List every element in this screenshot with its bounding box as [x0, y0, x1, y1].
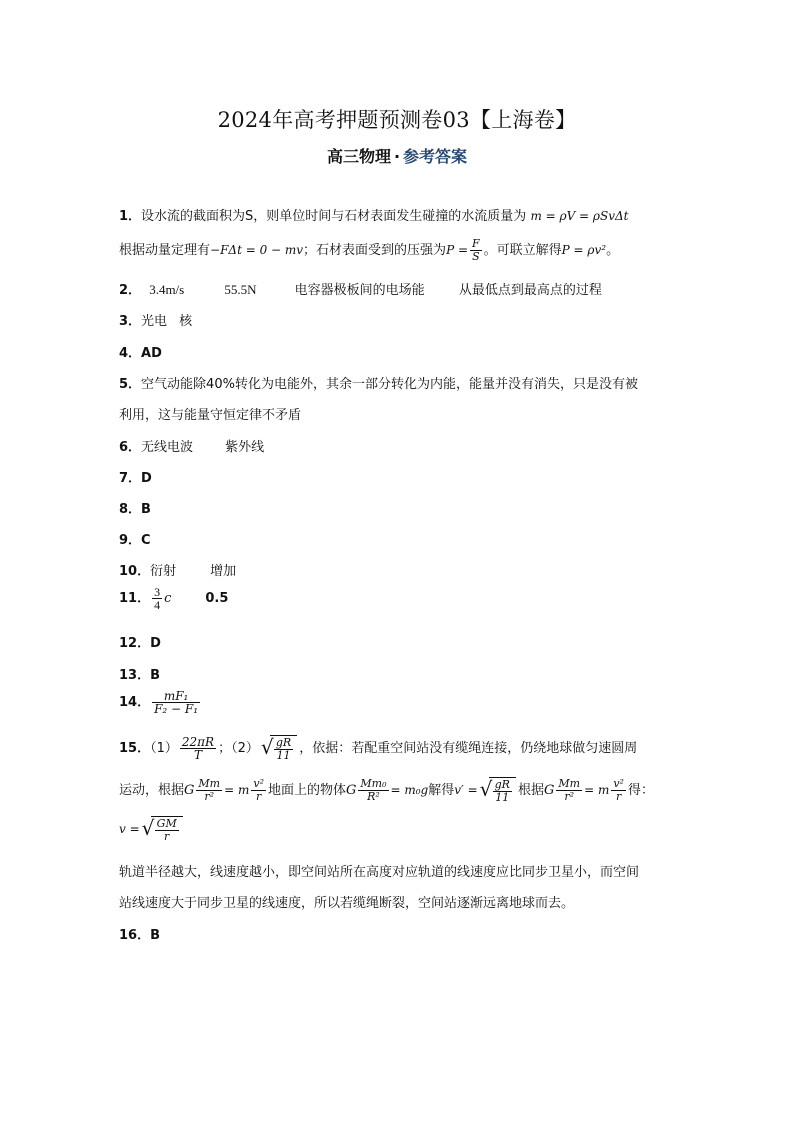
equation-part: = m: [584, 783, 610, 797]
answer-5-line-2: [119, 404, 301, 423]
answer-1-line-1: [119, 205, 628, 224]
answer-12: [119, 632, 161, 651]
answer-text: 。: [606, 243, 620, 258]
answer-text: 利用，这与能量守恒定律不矛盾: [119, 408, 302, 423]
formula-result: P = ρv²: [561, 243, 607, 257]
answer-number: 16．: [119, 928, 151, 943]
answer-text: 根据: [517, 783, 544, 798]
answer-number: 14．: [119, 695, 151, 710]
equation-part: = m₀g: [390, 783, 429, 797]
sqrt-gr-11: √ $\frac{gR}{11}$: [261, 735, 297, 762]
answer-15-line-3: [119, 816, 185, 843]
answer-number: 7．: [119, 471, 142, 486]
answer-16: [119, 924, 160, 943]
fraction-mm0-r2: $\frac{\text{Mm₀}}{\text{R²}}$: [360, 777, 387, 803]
answer-number: 4．: [119, 346, 142, 361]
answer-value: B: [150, 928, 161, 943]
answer-13: [119, 664, 160, 683]
formula-momentum: −FΔt = 0 − mv: [210, 243, 304, 257]
answer-value: B: [141, 502, 151, 517]
fraction-mf1: $\frac{\text{mF₁}}{\text{F₂ − F₁}}$: [154, 689, 199, 716]
answer-number: 9．: [119, 533, 142, 548]
answer-number: 15．: [119, 741, 151, 756]
sqrt-gm-r: √ $\frac{GM}{r}$: [142, 816, 183, 843]
answer-value: 光电: [141, 314, 168, 329]
subtitle-subject: 高三物理: [326, 147, 391, 166]
answer-value: 电容器极板间的电场能: [294, 283, 425, 298]
answer-text: ；石材表面受到的压强为: [303, 243, 447, 258]
answer-11: [119, 586, 228, 611]
answer-1-line-2: [119, 238, 619, 263]
answer-value: 核: [179, 314, 193, 329]
answer-number: 10．: [119, 564, 151, 579]
answer-number: 12．: [119, 636, 151, 651]
answer-7: [119, 467, 152, 486]
answer-value: 紫外线: [225, 440, 265, 455]
equation-part: = m: [224, 783, 250, 797]
answer-text: 设水流的截面积为S，则单位时间与石材表面发生碰撞的水流质量为: [141, 209, 527, 224]
answer-3: [119, 310, 192, 329]
answer-text: 轨道半径越大，线速度越小，即空间站所在高度对应轨道的线速度应比同步卫星小，而空间: [119, 865, 640, 880]
answer-text: 地面上的物体: [267, 783, 346, 798]
equation-part: v =: [119, 822, 140, 836]
formula-pressure-lhs: P =: [446, 243, 469, 257]
subtitle-answer-key: 参考答案: [403, 147, 468, 166]
answer-value: 增加: [210, 564, 237, 579]
answer-15-line-2: [119, 777, 654, 804]
answer-text: 解得: [428, 783, 455, 798]
answer-text: 站线速度大于同步卫星的线速度，所以若缆绳断裂，空间站逐渐远离地球而去。: [119, 896, 575, 911]
answer-15-line-4: [119, 861, 639, 880]
fraction-mm-r2: $\frac{Mm}{\text{r²}}$: [558, 777, 581, 803]
variable-c: c: [164, 591, 172, 606]
answer-4: [119, 342, 162, 361]
page-subtitle: [0, 144, 794, 167]
answer-value: 衍射: [150, 564, 177, 579]
answer-value: AD: [141, 346, 162, 361]
answer-value: C: [141, 533, 151, 548]
answer-2: [119, 279, 602, 298]
answer-value: 从最低点到最高点的过程: [458, 283, 602, 298]
part-label: （2）: [231, 741, 259, 756]
answer-number: 11．: [119, 591, 151, 606]
formula-mass: m = ρV = ρSvΔt: [530, 209, 629, 223]
symbol-g: G: [184, 783, 195, 798]
answer-value: 3.4m/s: [149, 282, 185, 297]
subtitle-dot: ·: [393, 147, 401, 166]
answer-text: ，依据：若配重空间站没有缆绳连接，仍绕地球做匀速圆周: [299, 741, 638, 756]
separator: ；: [218, 741, 232, 756]
answer-value: B: [150, 668, 161, 683]
answer-15-line-5: [119, 892, 574, 911]
answer-15-line-1: [119, 735, 637, 762]
answer-number: 2．: [119, 283, 142, 298]
fraction-mm-r2: $\frac{Mm}{\text{r²}}$: [198, 777, 221, 803]
answer-14: [119, 690, 202, 715]
fraction-three-quarters: $\frac{3}{4}$: [154, 585, 161, 612]
fraction-v2-r: $\frac{\text{v²}}{r}$: [613, 777, 624, 803]
fraction-v2-r: $\frac{\text{v²}}{r}$: [253, 777, 264, 803]
answer-number: 1．: [119, 209, 142, 224]
page-title: 2024年高考押题预测卷03【上海卷】: [217, 108, 577, 132]
answer-text: 得：: [627, 783, 654, 798]
answer-value: 0.5: [205, 591, 229, 606]
answer-10: [119, 560, 236, 579]
answer-number: 13．: [119, 668, 151, 683]
answer-9: [119, 529, 151, 548]
sqrt-gr-11: √ $\frac{gR}{11}$: [480, 777, 516, 804]
answer-value: 55.5N: [224, 282, 257, 297]
fraction-f-over-s: $\frac{F}{S}$: [472, 237, 480, 263]
answer-number: 6．: [119, 440, 142, 455]
answer-number: 3．: [119, 314, 142, 329]
symbol-g: G: [346, 783, 357, 798]
part-label: （1）: [150, 741, 178, 756]
answer-8: [119, 498, 151, 517]
answer-text: 。可联立解得: [483, 243, 562, 258]
answer-5-line-1: [119, 373, 638, 392]
equation-part: v′ =: [454, 783, 478, 797]
answer-number: 5．: [119, 377, 142, 392]
fraction-period: $\frac{22\pi R}{T}$: [181, 735, 215, 762]
answer-text: 运动，根据: [119, 783, 185, 798]
answer-value: D: [141, 471, 152, 486]
answer-text: 根据动量定理有: [119, 243, 211, 258]
answer-text: 空气动能除40%转化为电能外，其余一部分转化为内能，能量并没有消失，只是没有被: [141, 377, 638, 392]
answer-value: 无线电波: [141, 440, 194, 455]
answer-value: D: [150, 636, 161, 651]
symbol-g: G: [543, 783, 555, 798]
answer-6: [119, 436, 264, 455]
answer-number: 8．: [119, 502, 142, 517]
